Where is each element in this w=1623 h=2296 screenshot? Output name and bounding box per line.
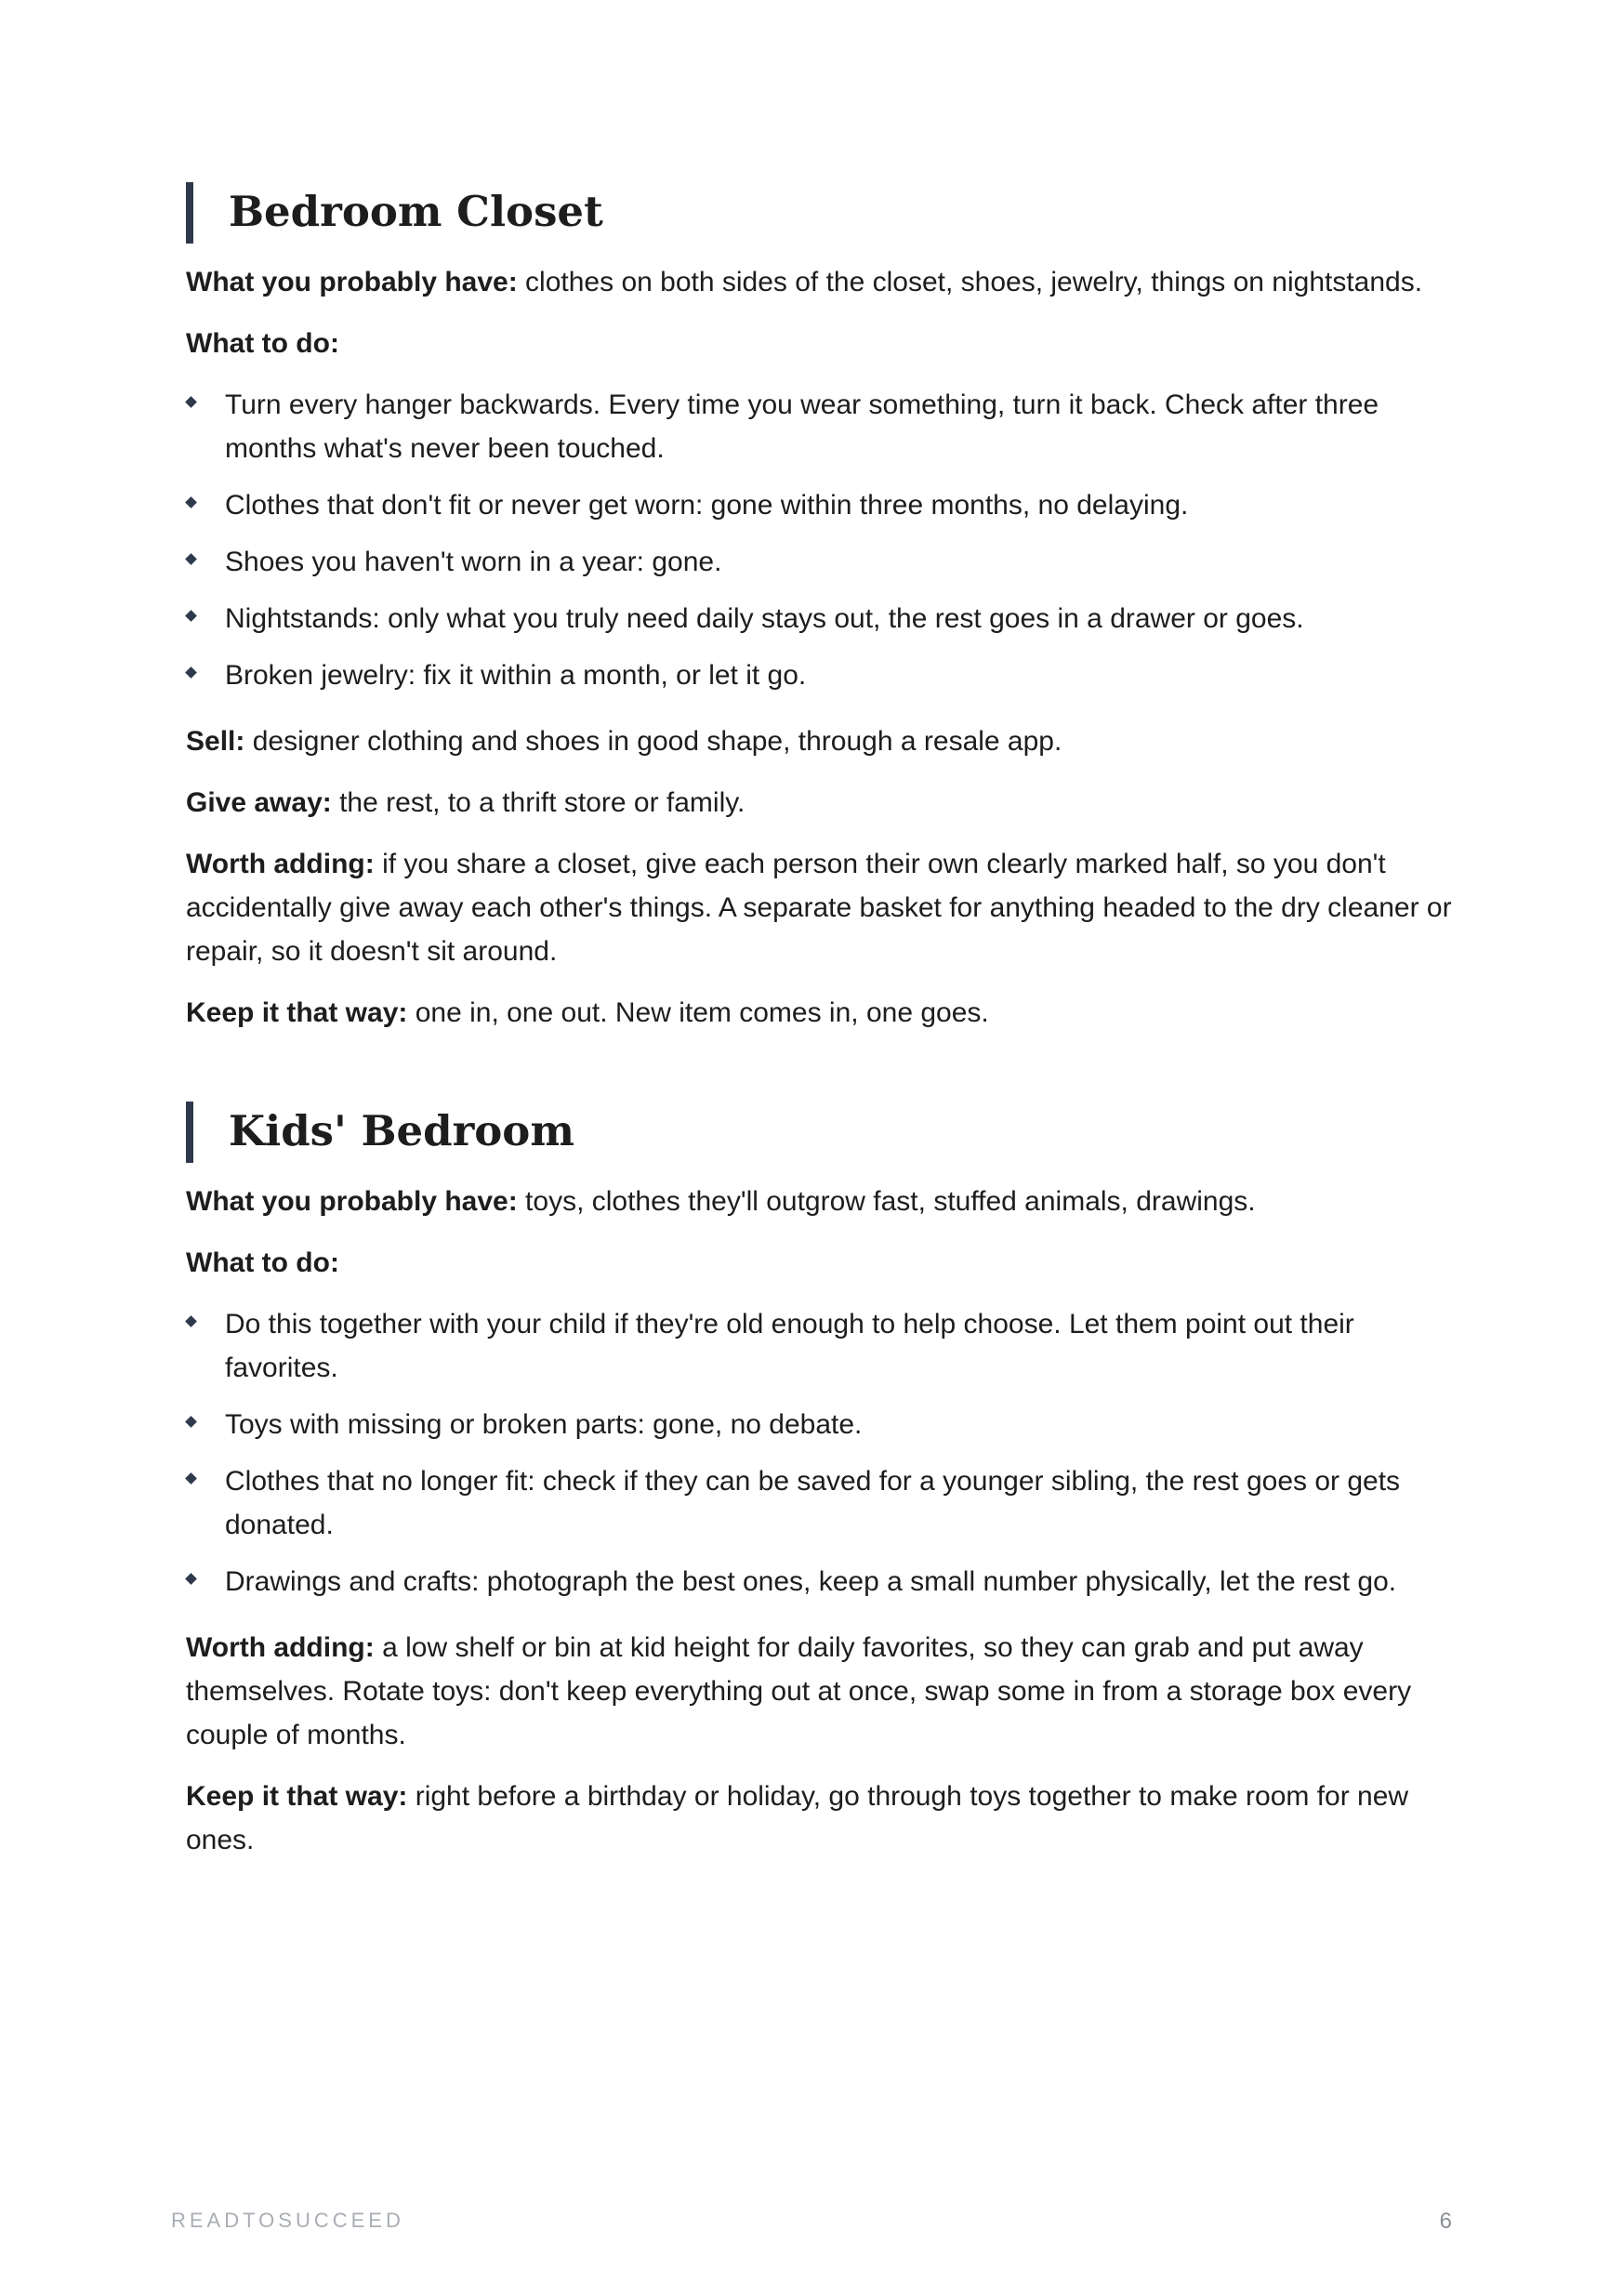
have-text: clothes on both sides of the closet, shoes, jewelry, things on nightstands. xyxy=(517,267,1423,297)
worth-adding-label: Worth adding: xyxy=(186,849,375,879)
diamond-bullet-icon xyxy=(185,396,197,408)
worth-adding-paragraph xyxy=(186,842,1459,973)
heading-accent-bar xyxy=(186,182,193,244)
list-item-text: Do this together with your child if they're old enough to help choose. Let them point out their favorites. xyxy=(225,1309,1354,1383)
diamond-bullet-icon xyxy=(185,1472,197,1484)
worth-adding-paragraph xyxy=(186,1626,1459,1757)
list-item xyxy=(186,383,1459,470)
list-item xyxy=(186,1403,1459,1446)
have-label: What you probably have: xyxy=(186,267,518,297)
have-paragraph xyxy=(186,260,1459,304)
keep-it-label: Keep it that way: xyxy=(186,997,408,1028)
todo-paragraph xyxy=(186,1241,1459,1285)
list-item xyxy=(186,1560,1459,1603)
diamond-bullet-icon xyxy=(185,1416,197,1428)
have-paragraph xyxy=(186,1180,1459,1223)
diamond-bullet-icon xyxy=(185,1315,197,1327)
diamond-bullet-icon xyxy=(185,666,197,679)
todo-list xyxy=(186,383,1459,697)
heading-accent-bar xyxy=(186,1102,193,1163)
section-title: Bedroom Closet xyxy=(229,187,603,236)
todo-label: What to do: xyxy=(186,328,339,359)
document-page xyxy=(186,182,1459,1929)
keep-it-text: right before a birthday or holiday, go through toys together to make room for new ones. xyxy=(186,1781,1409,1855)
list-item-text: Broken jewelry: fix it within a month, or let it go. xyxy=(225,660,807,691)
todo-list xyxy=(186,1302,1459,1603)
keep-it-paragraph xyxy=(186,991,1459,1035)
diamond-bullet-icon xyxy=(185,496,197,508)
give-away-label: Give away: xyxy=(186,787,332,818)
todo-label: What to do: xyxy=(186,1247,339,1278)
give-away-paragraph xyxy=(186,781,1459,825)
sell-paragraph xyxy=(186,719,1459,763)
section-heading xyxy=(186,182,1459,242)
list-item-text: Drawings and crafts: photograph the best ones, keep a small number physically, let the rest go. xyxy=(225,1566,1397,1597)
diamond-bullet-icon xyxy=(185,610,197,622)
list-item xyxy=(186,483,1459,527)
sell-text: designer clothing and shoes in good shape, through a resale app. xyxy=(244,726,1062,757)
diamond-bullet-icon xyxy=(185,1573,197,1585)
have-text: toys, clothes they'll outgrow fast, stuffed animals, drawings. xyxy=(517,1186,1256,1217)
sell-label: Sell: xyxy=(186,726,245,757)
list-item xyxy=(186,540,1459,584)
worth-adding-label: Worth adding: xyxy=(186,1632,375,1663)
keep-it-text: one in, one out. New item comes in, one goes. xyxy=(407,997,989,1028)
list-item-text: Shoes you haven't worn in a year: gone. xyxy=(225,547,722,577)
list-item xyxy=(186,653,1459,697)
keep-it-label: Keep it that way: xyxy=(186,1781,408,1812)
worth-adding-text: if you share a closet, give each person their own clearly marked half, so you don't accidentally give away each other's things. A separate basket for anything headed to the dry cleaner or repair, so it doesn't sit around. xyxy=(186,849,1452,967)
list-item-text: Turn every hanger backwards. Every time you wear something, turn it back. Check after three months what's never been touched. xyxy=(225,389,1379,464)
section-bedroom-closet xyxy=(186,182,1459,1035)
keep-it-paragraph xyxy=(186,1775,1459,1862)
section-kids-bedroom xyxy=(186,1102,1459,1862)
worth-adding-text: a low shelf or bin at kid height for daily favorites, so they can grab and put away themselves. Rotate toys: don't keep everything out at once, swap some in from a storage box every couple of months. xyxy=(186,1632,1412,1750)
list-item-text: Nightstands: only what you truly need daily stays out, the rest goes in a drawer or goes. xyxy=(225,603,1304,634)
diamond-bullet-icon xyxy=(185,553,197,565)
todo-paragraph xyxy=(186,322,1459,365)
list-item xyxy=(186,1459,1459,1547)
list-item xyxy=(186,597,1459,640)
footer-brand: READTOSUCCEED xyxy=(171,2209,404,2232)
list-item xyxy=(186,1302,1459,1390)
list-item-text: Toys with missing or broken parts: gone, no debate. xyxy=(225,1409,863,1440)
page-number: 6 xyxy=(1439,2209,1452,2234)
give-away-text: the rest, to a thrift store or family. xyxy=(331,787,746,818)
section-title: Kids' Bedroom xyxy=(229,1106,574,1155)
section-heading xyxy=(186,1102,1459,1161)
list-item-text: Clothes that no longer fit: check if they can be saved for a younger sibling, the rest goes or gets donated. xyxy=(225,1466,1401,1540)
list-item-text: Clothes that don't fit or never get worn: gone within three months, no delaying. xyxy=(225,490,1189,521)
have-label: What you probably have: xyxy=(186,1186,518,1217)
